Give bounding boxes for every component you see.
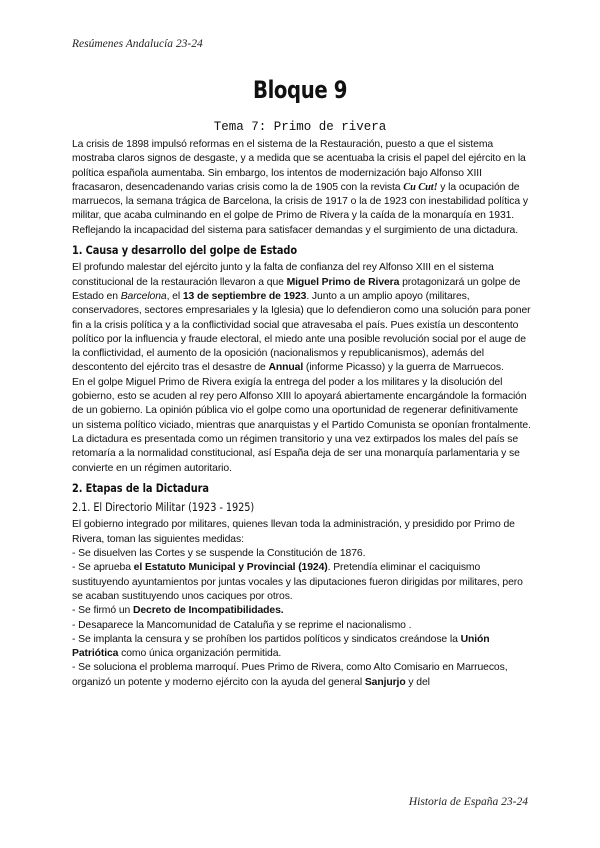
document-body bbox=[72, 138, 532, 690]
list-item: - Se aprueba el Estatuto Municipal y Provincial (1924). Pretendía eliminar el caciquismo sustituyendo ayuntamientos por juntas vocales y las diputaciones fueron dirigidas por militares, pero se acaban sustituyendo unos caciques por otros. bbox=[72, 562, 523, 602]
section-heading: 1. Causa y desarrollo del golpe de Estado bbox=[72, 243, 297, 258]
subsection-heading: 2.1. El Directorio Militar (1923 - 1925) bbox=[72, 500, 255, 515]
list-item: - Se firmó un Decreto de Incompatibilidades. bbox=[72, 605, 284, 617]
page-header: Resúmenes Andalucía 23-24 bbox=[72, 38, 203, 50]
list-item: - Desaparece la Mancomunidad de Cataluña y se reprime el nacionalismo . bbox=[72, 619, 412, 631]
section-heading: 2. Etapas de la Dictadura bbox=[72, 480, 209, 495]
intro-paragraph: La crisis de 1898 impulsó reformas en el sistema de la Restauración, puesto a que el sistema mostraba claros signos de desgaste, y a medida que se acentuaba la crisis el papel del ejército en la política española aumentaba. Sin embargo, los intentos de modernización bajo Alfonso XIII fracasaron, desencadenando varias crisis como la de 1905 con la revista Cu Cut! y la ocupación de marruecos, la semana trágica de Barcelona, la crisis de 1917 o la de 1923 con inestabilidad política y militar, que acaba culminando en el golpe de Primo de Rivera y la caída de la monarquía en 1931. Reflejando la incapacidad del sistema para satisfacer demandas y el surgimiento de una dictadura. bbox=[72, 139, 528, 236]
list-item: - Se soluciona el problema marroquí. Pues Primo de Rivera, como Alto Comisario en Marruecos, organizó un potente y moderno ejército con la ayuda del general Sanjurjo y del bbox=[72, 662, 508, 688]
page-subtitle: Tema 7: Primo de rivera bbox=[213, 120, 387, 134]
emphasis: Cu Cut! bbox=[403, 181, 438, 193]
list-item: - Se implanta la censura y se prohíben los partidos políticos y sindicatos creándose la Unión Patriótica como única organización permitida. bbox=[72, 633, 490, 660]
page-footer: Historia de España 23-24 bbox=[408, 796, 528, 808]
paragraph: El gobierno integrado por militares, quienes llevan toda la administración, y presidido por Primo de Rivera, toman las siguientes medidas: bbox=[72, 519, 515, 545]
paragraph: El profundo malestar del ejército junto y la falta de confianza del rey Alfonso XIII en el sistema constitucional de la restauración llevaron a que Miguel Primo de Rivera protagonizará un golpe de Estado en Barcelona, el 13 de septiembre de 1923. Junto a un amplio apoyo (militares, conservadores, sectores empresariales y la Iglesia) que lo defendieron como una solución para poner fin a la crisis política y a la conflictividad social que atravesaba el país. Pues existía un descontento político por la influencia y fraude electoral, el miedo ante una posible revolución social por el auge de la conflictividad, el aumento de la oposición (nacionalismos y republicanismos), además del descontento del ejército tras el desastre de Annual (informe Picasso) y la guerra de Marruecos. bbox=[72, 262, 531, 374]
list-item: - Se disuelven las Cortes y se suspende la Constitución de 1876. bbox=[72, 548, 366, 560]
page-title: Bloque 9 bbox=[253, 76, 347, 104]
paragraph: En el golpe Miguel Primo de Rivera exigía la entrega del poder a los militares y la disolución del gobierno, esto se acuden al rey pero Alfonso XIII lo apoyará abiertamente encargándole la formación de un gobierno. La opinión pública vio el golpe como una oportunidad de regenerar definitivamente un sistema político viciado, mientras que anarquistas y el Partido Comunista se oponían frontalmente. La dictadura es presentada como un régimen transitorio y una vez extirpados los males del país se retomaría a la normalidad constitucional, así España deja de ser una monarquía parlamentaria y se convierte en un régimen autoritario. bbox=[72, 376, 531, 474]
